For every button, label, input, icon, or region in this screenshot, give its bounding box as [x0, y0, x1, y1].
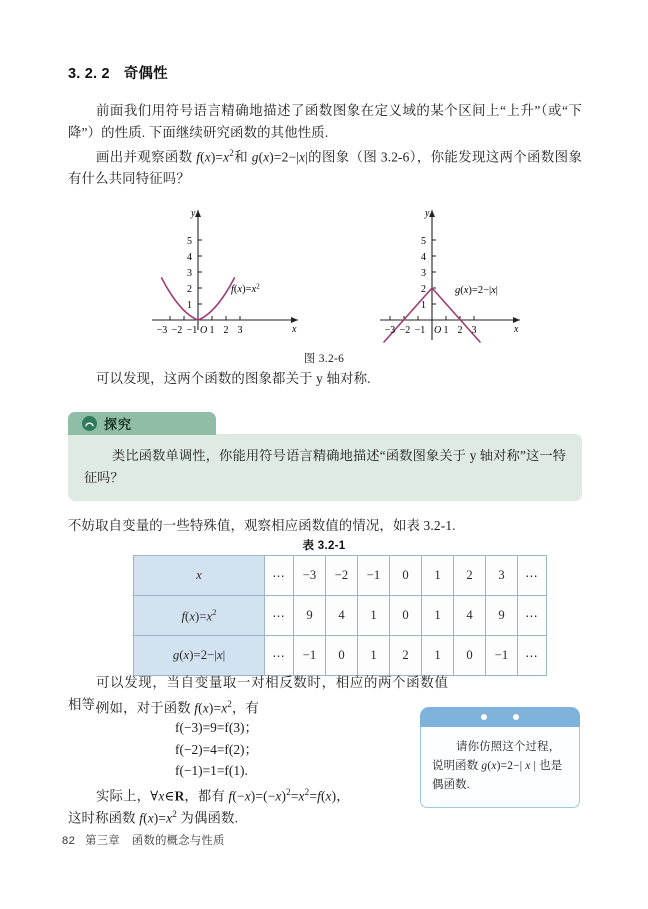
explore-box	[68, 412, 582, 501]
left-ytick-3: 3	[187, 268, 192, 279]
right-tick-neg1: −1	[414, 325, 426, 336]
right-plot-y-label: y	[425, 208, 430, 219]
cell: 1	[358, 596, 390, 636]
paragraph-after-table: 可以发现，当自变量取一对相反数时，相应的两个函数值相等.	[68, 675, 448, 712]
footer-page-number: 82	[62, 835, 76, 847]
side-note	[420, 707, 580, 808]
arc-icon	[84, 418, 95, 429]
left-plot-x-label: x	[292, 324, 297, 335]
cell: 1	[422, 556, 454, 596]
intro2-suffix: 的图象（图 3.2-6），你能发现这两个函数图象有什么共同特征吗？	[68, 149, 582, 186]
binder-hole-icon	[481, 714, 487, 720]
paragraph-conclusion: 这时称函数 $f(x)=x^2$ 为偶函数.	[68, 809, 239, 826]
right-ytick-5: 5	[421, 236, 426, 247]
left-plot-function-label: $f(x)=x^2$	[231, 282, 260, 295]
left-tick-1: 1	[209, 325, 215, 336]
paragraph-actually: 实际上，∀x∈R，都有 $f(-x)=(-x)^2=x^2=f(x)$，	[96, 787, 350, 804]
cell: ⋯	[518, 556, 547, 596]
plot-fx-squared	[152, 208, 298, 336]
figure-caption: 图 3.2-6	[303, 353, 345, 365]
cell: 2	[390, 636, 422, 676]
left-plot-origin: O	[200, 325, 208, 336]
paragraph-intro-1: 前面我们用符号语言精确地描述了函数图象在定义域的某个区间上“上升”（或“下降”）的性质. 下面继续研究函数的其他性质.	[68, 103, 582, 140]
right-tick-1: 1	[443, 325, 449, 336]
right-tick-neg2: −2	[399, 325, 411, 336]
paragraph-after-figure: 可以发现，这两个函数的图象都关于 y 轴对称.	[96, 371, 371, 386]
paragraph-before-table: 不妨取自变量的一些特殊值，观察相应函数值的情况，如表 3.2-1.	[68, 518, 456, 533]
right-tick-3: 3	[471, 325, 477, 336]
equation-item: f(−1)=1=f(1).	[175, 763, 248, 778]
section-number: 3. 2. 2	[68, 66, 110, 82]
cell: 0	[326, 636, 358, 676]
right-plot-function-label: g(x)=2−|x|	[455, 285, 498, 296]
explore-title: 探究	[104, 417, 133, 432]
footer-chapter: 第三章	[85, 835, 121, 847]
side-note-body	[420, 727, 580, 808]
cell: 0	[454, 636, 486, 676]
cell: 9	[486, 596, 518, 636]
right-plot-x-label: x	[514, 324, 519, 335]
side-note-text: 请你仿照这个过程，说明函数 g(x)=2−| x | 也是偶函数.	[432, 741, 563, 791]
intro2-prefix: 画出并观察函数	[96, 149, 197, 165]
cell: 0	[390, 556, 422, 596]
figure-3-2-6	[0, 200, 648, 350]
left-plot-y-label: y	[191, 208, 196, 219]
left-ytick-1: 1	[187, 300, 192, 311]
left-ytick-4: 4	[187, 252, 192, 263]
cell: 2	[454, 556, 486, 596]
binder-hole-icon	[513, 714, 519, 720]
right-plot-origin: O	[434, 325, 442, 336]
cell: −1	[358, 556, 390, 596]
row-head-gx: g(x)=2−|x|	[134, 636, 265, 676]
footer-chapter-title: 函数的概念与性质	[132, 835, 225, 847]
explore-text: 类比函数单调性，你能用符号语言精确地描述“函数图象关于 y 轴对称”这一特征吗？	[84, 448, 566, 485]
cell: ⋯	[265, 556, 294, 596]
explore-body	[68, 434, 582, 501]
plot-g-abs	[380, 208, 520, 342]
left-ytick-2: 2	[187, 284, 192, 295]
paragraph-intro-2: 画出并观察函数 $f(x)=x^2$和 g(x)=2−|x|的图象（图 3.2-6），你能发现这两个函数图象有什么共同特征吗？	[68, 148, 582, 186]
cell: ⋯	[518, 596, 547, 636]
cell: 9	[294, 596, 326, 636]
left-tick-neg1: −1	[186, 325, 198, 336]
values-table	[133, 555, 547, 676]
cell: 1	[422, 636, 454, 676]
left-tick-neg2: −2	[171, 325, 183, 336]
left-ytick-5: 5	[187, 236, 192, 247]
right-ytick-1: 1	[421, 300, 426, 311]
cell: ⋯	[265, 596, 294, 636]
side-note-tab	[420, 707, 580, 727]
right-ytick-2: 2	[421, 284, 426, 295]
cell: 4	[454, 596, 486, 636]
cell: 3	[486, 556, 518, 596]
right-ytick-3: 3	[421, 268, 426, 279]
cell: −2	[326, 556, 358, 596]
row-head-fx: $f(x)=x^2$	[134, 596, 265, 636]
cell: −3	[294, 556, 326, 596]
equation-item: f(−2)=4=f(2)；	[175, 741, 258, 757]
left-tick-3: 3	[237, 325, 243, 336]
left-tick-2: 2	[223, 325, 229, 336]
explore-icon	[82, 416, 97, 431]
cell: 0	[390, 596, 422, 636]
page-footer	[62, 832, 225, 848]
explore-tab-header	[68, 412, 216, 435]
right-tick-2: 2	[457, 325, 463, 336]
table-caption: 表 3.2-1	[302, 540, 346, 552]
cell: 4	[326, 596, 358, 636]
row-head-x: x	[134, 556, 265, 596]
intro2-mid: 和	[233, 149, 252, 165]
cell: 1	[358, 636, 390, 676]
cell: 1	[422, 596, 454, 636]
equation-list	[175, 717, 258, 782]
right-tick-neg3: −3	[384, 325, 396, 336]
right-ytick-4: 4	[421, 252, 426, 263]
cell: ⋯	[518, 636, 547, 676]
table-row	[134, 596, 547, 636]
figure-svg	[0, 200, 648, 350]
section-title: 奇偶性	[123, 66, 168, 82]
equation-item: f(−3)=9=f(3)；	[175, 720, 258, 735]
section-heading	[68, 62, 168, 83]
paragraph-example-lead: 例如，对于函数 $f(x)=x^2$，有	[96, 699, 260, 716]
cell: −1	[486, 636, 518, 676]
table-row	[134, 556, 547, 596]
cell: ⋯	[265, 636, 294, 676]
table-row	[134, 636, 547, 676]
left-tick-neg3: −3	[156, 325, 168, 336]
cell: −1	[294, 636, 326, 676]
